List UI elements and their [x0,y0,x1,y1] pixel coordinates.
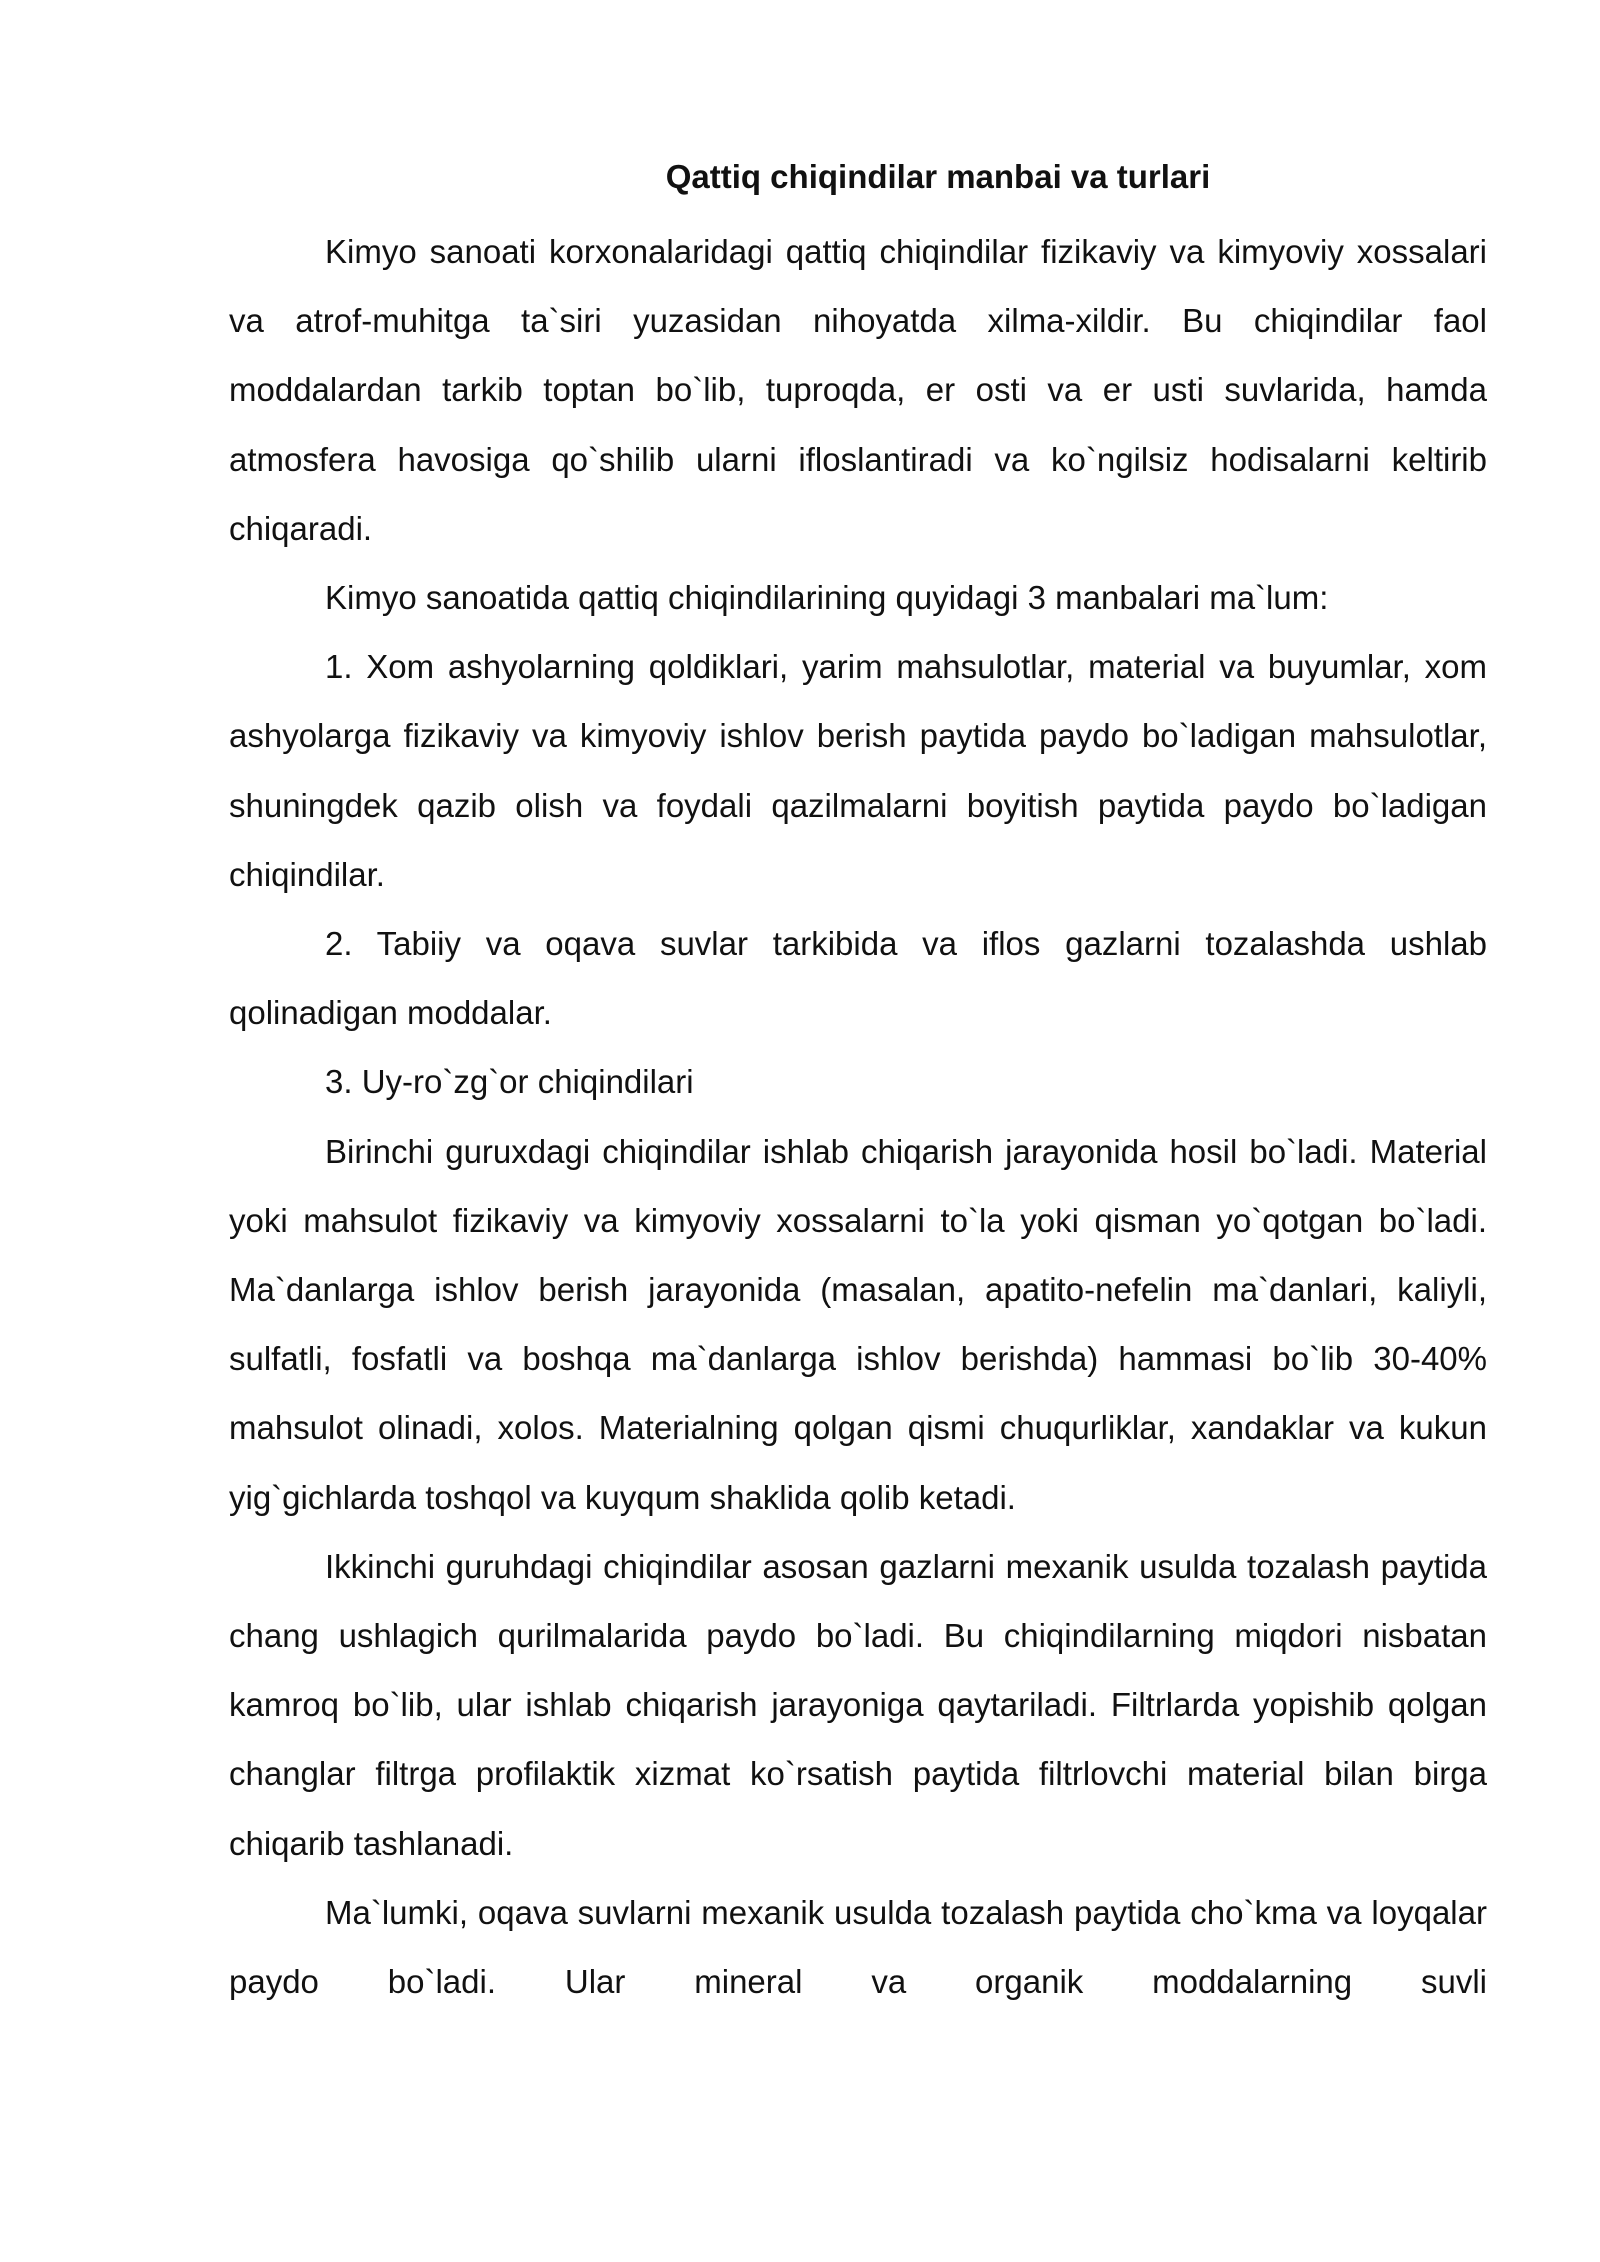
list-item-2: 2. Tabiiy va oqava suvlar tarkibida va iflos gazlarni tozalashda ushlab qolinadigan moddalar. [229,925,1487,1032]
document-title: Qattiq chiqindilar manbai va turlari [665,158,1211,195]
paragraph-4: Ikkinchi guruhdagi chiqindilar asosan gazlarni mexanik usulda tozalash paytida chang ushlagich qurilmalarida paydo bo`ladi. Bu chiqindilarning miqdori nisbatan kamroq bo`lib, ular ishlab chiqarish jarayoniga qaytariladi. Filtrlarda yopishib qolgan changlar filtrga profilaktik xizmat ko`rsatish paytida filtrlovchi material bilan birga chiqarib tashlanadi. [229,1547,1487,1862]
paragraph-5: Ma`lumki, oqava suvlarni mexanik usulda tozalash paytida cho`kma va loyqalar paydo bo`ladi. Ular mineral va organik moddalarning suvli [229,1893,1487,2001]
paragraph-3: Birinchi guruxdagi chiqindilar ishlab chiqarish jarayonida hosil bo`ladi. Material yoki mahsulot fizikaviy va kimyoviy xossalarni to`la yoki qisman yo`qotgan bo`ladi. Ma`danlarga ishlov berish jarayonida (masalan, apatito-nefelin ma`danlari, kaliyli, sulfatli, fosfatli va boshqa ma`danlarga ishlov berishda) hammasi bo`lib 30-40% mahsulot olinadi, xolos. Materialning qolgan qismi chuqurliklar, xandaklar va kukun yig`gichlarda toshqol va kuyqum shaklida qolib ketadi. [229,1132,1487,1516]
paragraph-1: Kimyo sanoati korxonalaridagi qattiq chiqindilar fizikaviy va kimyoviy xossalari va atrof-muhitga ta`siri yuzasidan nihoyatda xilma-xildir. Bu chiqindilar faol moddalardan tarkib toptan bo`lib, tuproqda, er osti va er usti suvlarida, hamda atmosfera havosiga qo`shilib ularni ifloslantiradi va ko`ngilsiz hodisalarni keltirib chiqaradi. [229,233,1487,547]
list-item-1: 1. Xom ashyolarning qoldiklari, yarim mahsulotlar, material va buyumlar, xom ashyolarga fizikaviy va kimyoviy ishlov berish paytida paydo bo`ladigan mahsulotlar, shuningdek qazib olish va foydali qazilmalarni boyitish paytida paydo bo`ladigan chiqindilar. [229,648,1487,893]
list-item-3: 3. Uy-ro`zg`or chiqindilari [325,1063,694,1101]
document-page [229,148,1487,2016]
paragraph-2: Kimyo sanoatida qattiq chiqindilarining quyidagi 3 manbalari ma`lum: [325,579,1329,617]
